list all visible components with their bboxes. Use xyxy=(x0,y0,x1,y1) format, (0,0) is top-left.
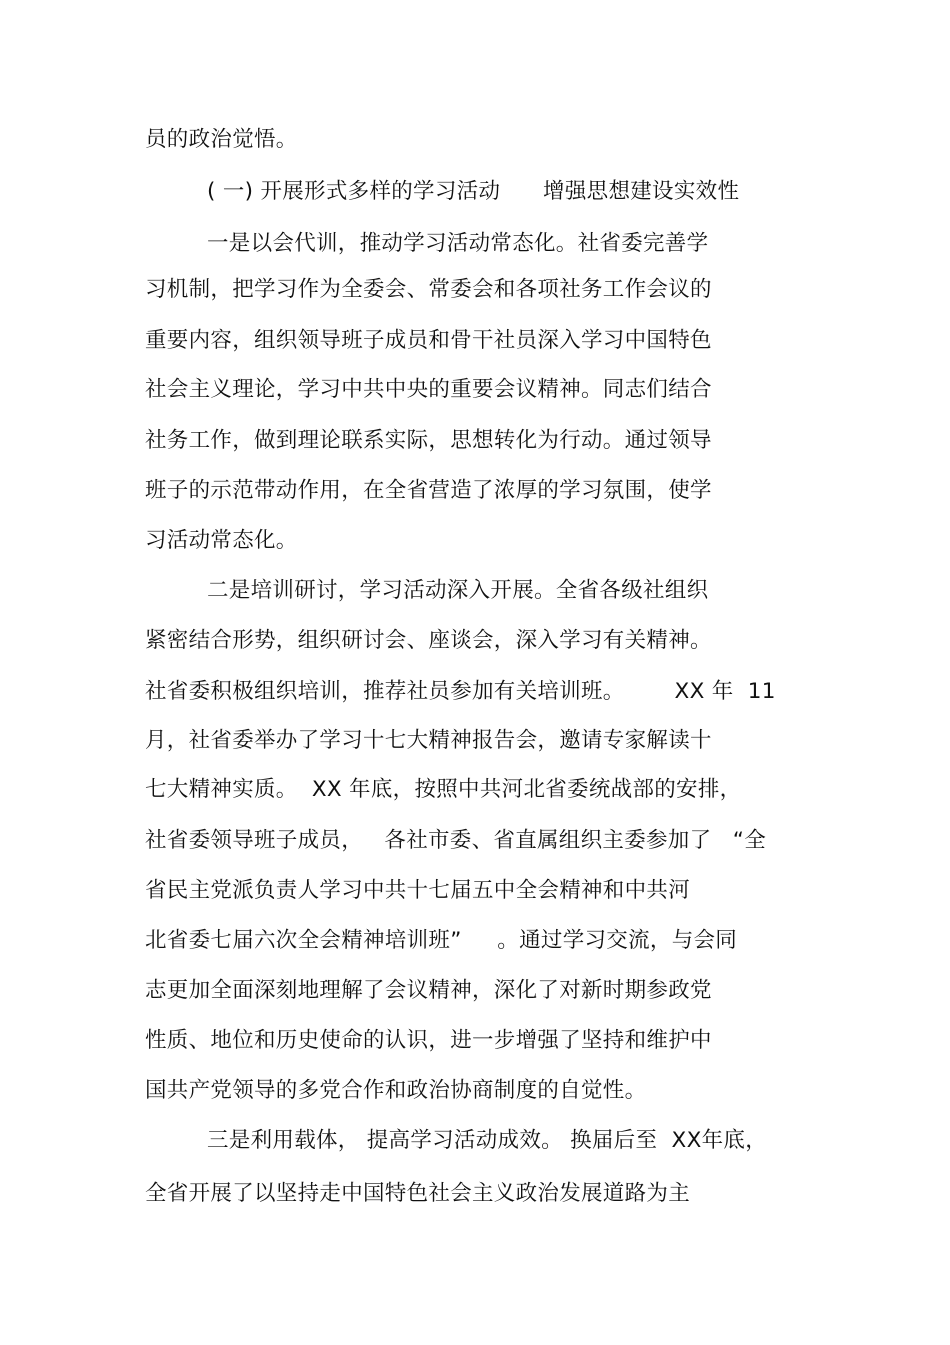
paragraph-line: 北省委七届六次全会精神培训班” 。通过学习交流，与会同 xyxy=(145,928,738,953)
paragraph-line: 省民主党派负责人学习中共十七届五中全会精神和中共河 xyxy=(145,878,691,903)
paragraph-line: 月，社省委举办了学习十七大精神报告会，邀请专家解读十 xyxy=(145,728,712,753)
paragraph-line: 习活动常态化。 xyxy=(145,528,298,553)
section-heading: ( 一) 开展形式多样的学习活动 增强思想建设实效性 xyxy=(207,179,740,204)
paragraph-line: 班子的示范带动作用，在全省营造了浓厚的学习氛围，使学 xyxy=(145,478,712,503)
paragraph-line: 二是培训研讨，学习活动深入开展。全省各级社组织 xyxy=(207,578,709,603)
paragraph-line: 重要内容，组织领导班子成员和骨干社员深入学习中国特色 xyxy=(145,328,712,353)
paragraph-line: 性质、地位和历史使命的认识，进一步增强了坚持和维护中 xyxy=(145,1028,712,1053)
paragraph-line: 员的政治觉悟。 xyxy=(145,127,298,152)
paragraph-line: 七大精神实质。 XX 年底，按照中共河北省委统战部的安排， xyxy=(145,777,742,802)
paragraph-line: 国共产党领导的多党合作和政治协商制度的自觉性。 xyxy=(145,1078,647,1103)
paragraph-line: 习机制，把学习作为全委会、常委会和各项社务工作会议的 xyxy=(145,277,712,302)
paragraph-line: 三是利用载体， 提高学习活动成效。 换届后至 XX年底， xyxy=(207,1128,767,1153)
paragraph-line: 社省委积极组织培训，推荐社员参加有关培训班。 XX 年 11 xyxy=(145,679,776,704)
paragraph-line: 社省委领导班子成员， 各社市委、省直属组织主委参加了 “全 xyxy=(145,828,767,853)
paragraph-line: 志更加全面深刻地理解了会议精神，深化了对新时期参政党 xyxy=(145,978,712,1003)
paragraph-line: 一是以会代训，推动学习活动常态化。社省委完善学 xyxy=(207,231,709,256)
paragraph-line: 紧密结合形势，组织研讨会、座谈会，深入学习有关精神。 xyxy=(145,628,712,653)
paragraph-line: 社会主义理论，学习中共中央的重要会议精神。同志们结合 xyxy=(145,377,712,402)
paragraph-line: 全省开展了以坚持走中国特色社会主义政治发展道路为主 xyxy=(145,1181,691,1206)
paragraph-line: 社务工作，做到理论联系实际，思想转化为行动。通过领导 xyxy=(145,428,712,453)
